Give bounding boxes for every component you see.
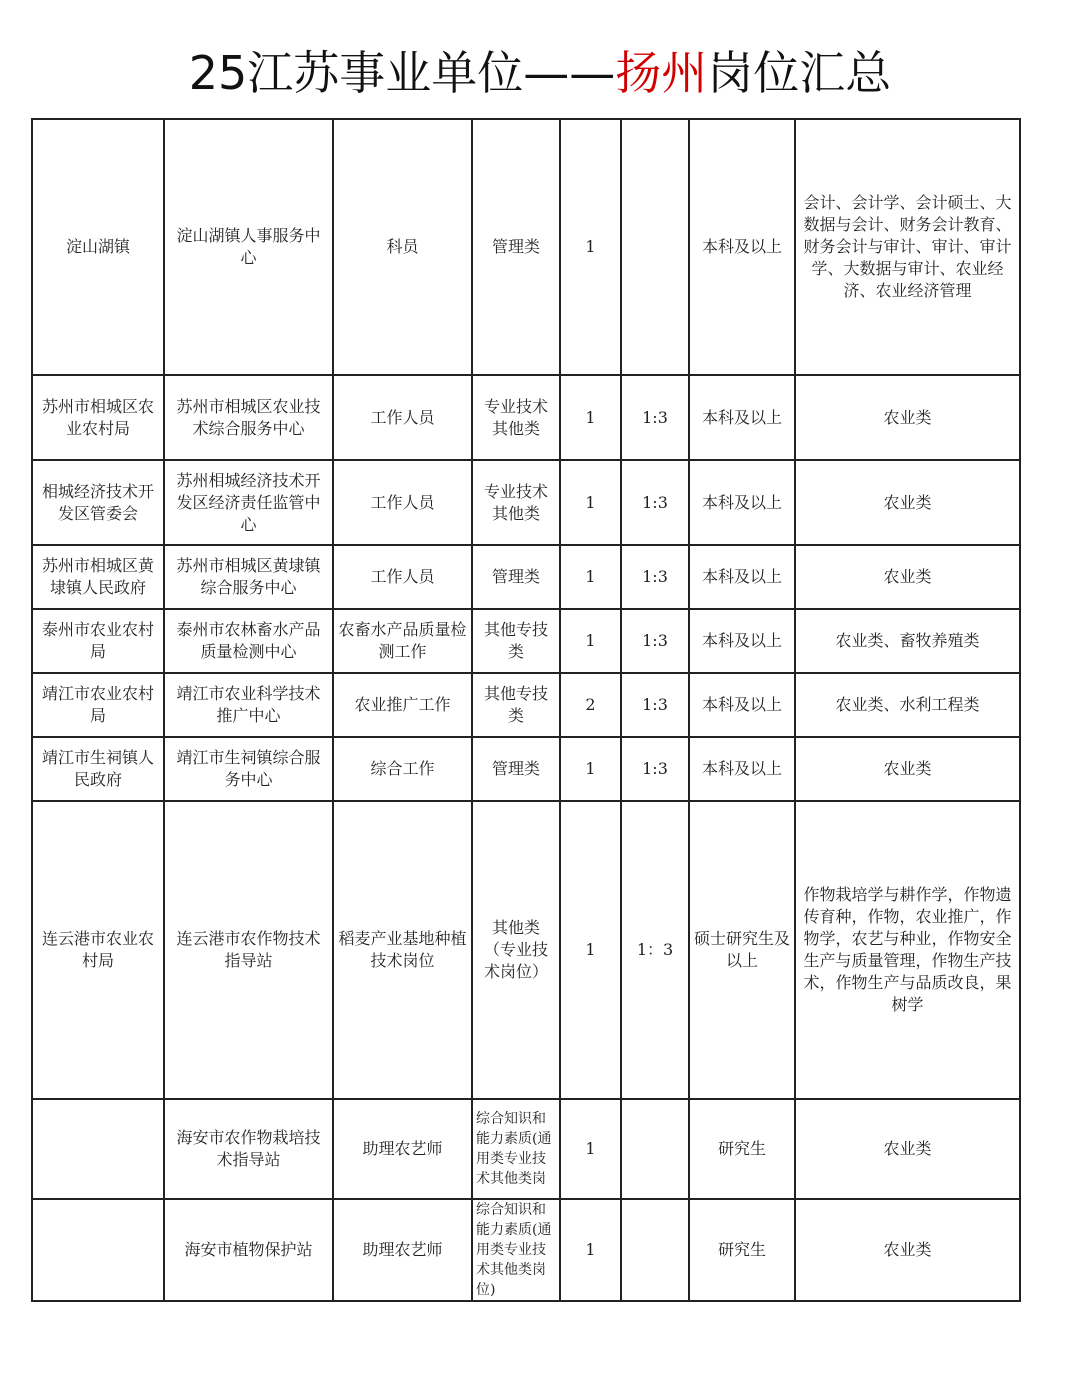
cell-unit: 苏州相城经济技术开发区经济责任监管中心 <box>164 460 333 545</box>
cell-position: 工作人员 <box>333 460 472 545</box>
cell-ratio: 1:3 <box>621 673 689 737</box>
cell-dept: 泰州市农业农村局 <box>32 609 164 673</box>
page-title <box>0 38 1080 108</box>
cell-unit: 海安市农作物栽培技术指导站 <box>164 1099 333 1199</box>
title-highlight: 扬州 <box>615 46 708 100</box>
cell-education: 本科及以上 <box>689 545 795 609</box>
cell-major: 农业类、水利工程类 <box>795 673 1020 737</box>
cell-count: 1 <box>560 119 621 375</box>
cell-ratio: 1:3 <box>621 545 689 609</box>
cell-unit: 泰州市农林畜水产品质量检测中心 <box>164 609 333 673</box>
cell-position: 稻麦产业基地种植技术岗位 <box>333 801 472 1099</box>
cell-position: 科员 <box>333 119 472 375</box>
cell-position: 农业推广工作 <box>333 673 472 737</box>
table-row <box>32 1199 1020 1301</box>
cell-unit: 淀山湖镇人事服务中心 <box>164 119 333 375</box>
cell-dept: 连云港市农业农村局 <box>32 801 164 1099</box>
cell-major: 农业类 <box>795 737 1020 801</box>
cell-count: 1 <box>560 609 621 673</box>
cell-ratio: 1：3 <box>621 801 689 1099</box>
cell-unit: 海安市植物保护站 <box>164 1199 333 1301</box>
cell-category: 管理类 <box>472 545 560 609</box>
cell-education: 本科及以上 <box>689 609 795 673</box>
table-row <box>32 460 1020 545</box>
cell-position: 助理农艺师 <box>333 1099 472 1199</box>
cell-ratio: 1:3 <box>621 375 689 460</box>
cell-ratio: 1:3 <box>621 737 689 801</box>
cell-position: 助理农艺师 <box>333 1199 472 1301</box>
cell-category: 综合知识和能力素质(通用类专业技术其他类岗位) <box>472 1199 560 1301</box>
cell-ratio: 1:3 <box>621 609 689 673</box>
cell-major: 农业类、畜牧养殖类 <box>795 609 1020 673</box>
cell-category: 其他类（专业技术岗位） <box>472 801 560 1099</box>
cell-count: 2 <box>560 673 621 737</box>
cell-position: 工作人员 <box>333 375 472 460</box>
cell-ratio <box>621 119 689 375</box>
cell-major: 农业类 <box>795 1199 1020 1301</box>
cell-major: 农业类 <box>795 460 1020 545</box>
cell-category: 其他专技类 <box>472 673 560 737</box>
cell-dept <box>32 1099 164 1199</box>
cell-count: 1 <box>560 801 621 1099</box>
cell-dept: 相城经济技术开发区管委会 <box>32 460 164 545</box>
title-suffix: 岗位汇总 <box>707 46 892 100</box>
cell-education: 本科及以上 <box>689 375 795 460</box>
cell-count: 1 <box>560 375 621 460</box>
table-row <box>32 673 1020 737</box>
cell-dept: 靖江市农业农村局 <box>32 673 164 737</box>
table-row <box>32 545 1020 609</box>
table-row <box>32 737 1020 801</box>
title-prefix: 25江苏事业单位—— <box>188 46 616 100</box>
cell-position: 综合工作 <box>333 737 472 801</box>
cell-count: 1 <box>560 737 621 801</box>
cell-education: 研究生 <box>689 1199 795 1301</box>
cell-position: 工作人员 <box>333 545 472 609</box>
cell-education: 本科及以上 <box>689 119 795 375</box>
cell-education: 本科及以上 <box>689 460 795 545</box>
cell-category: 其他专技类 <box>472 609 560 673</box>
cell-dept: 淀山湖镇 <box>32 119 164 375</box>
cell-major: 农业类 <box>795 1099 1020 1199</box>
cell-unit: 靖江市农业科学技术推广中心 <box>164 673 333 737</box>
table-row <box>32 375 1020 460</box>
cell-category: 管理类 <box>472 119 560 375</box>
cell-major: 会计、会计学、会计硕士、大数据与会计、财务会计教育、财务会计与审计、审计、审计学、大数据与审计、农业经济、农业经济管理 <box>795 119 1020 375</box>
cell-unit: 苏州市相城区黄埭镇综合服务中心 <box>164 545 333 609</box>
cell-ratio: 1:3 <box>621 460 689 545</box>
cell-education: 研究生 <box>689 1099 795 1199</box>
positions-table <box>31 118 1021 1302</box>
cell-category: 综合知识和能力素质(通用类专业技术其他类岗 <box>472 1099 560 1199</box>
table-row <box>32 609 1020 673</box>
cell-major: 农业类 <box>795 375 1020 460</box>
cell-dept: 苏州市相城区农业农村局 <box>32 375 164 460</box>
cell-dept: 靖江市生祠镇人民政府 <box>32 737 164 801</box>
table-row <box>32 119 1020 375</box>
cell-count: 1 <box>560 545 621 609</box>
cell-count: 1 <box>560 1099 621 1199</box>
cell-education: 本科及以上 <box>689 673 795 737</box>
cell-major: 作物栽培学与耕作学，作物遗传育种，作物，农业推广，作物学，农艺与种业，作物安全生产与质量管理，作物生产技术，作物生产与品质改良，果树学 <box>795 801 1020 1099</box>
cell-position: 农畜水产品质量检测工作 <box>333 609 472 673</box>
cell-ratio <box>621 1099 689 1199</box>
cell-unit: 连云港市农作物技术指导站 <box>164 801 333 1099</box>
cell-category: 专业技术其他类 <box>472 460 560 545</box>
table-row <box>32 1099 1020 1199</box>
cell-category: 管理类 <box>472 737 560 801</box>
cell-unit: 靖江市生祠镇综合服务中心 <box>164 737 333 801</box>
cell-dept <box>32 1199 164 1301</box>
cell-count: 1 <box>560 460 621 545</box>
cell-education: 硕士研究生及以上 <box>689 801 795 1099</box>
cell-ratio <box>621 1199 689 1301</box>
cell-count: 1 <box>560 1199 621 1301</box>
cell-major: 农业类 <box>795 545 1020 609</box>
cell-category: 专业技术其他类 <box>472 375 560 460</box>
cell-unit: 苏州市相城区农业技术综合服务中心 <box>164 375 333 460</box>
cell-dept: 苏州市相城区黄埭镇人民政府 <box>32 545 164 609</box>
table-row <box>32 801 1020 1099</box>
cell-education: 本科及以上 <box>689 737 795 801</box>
